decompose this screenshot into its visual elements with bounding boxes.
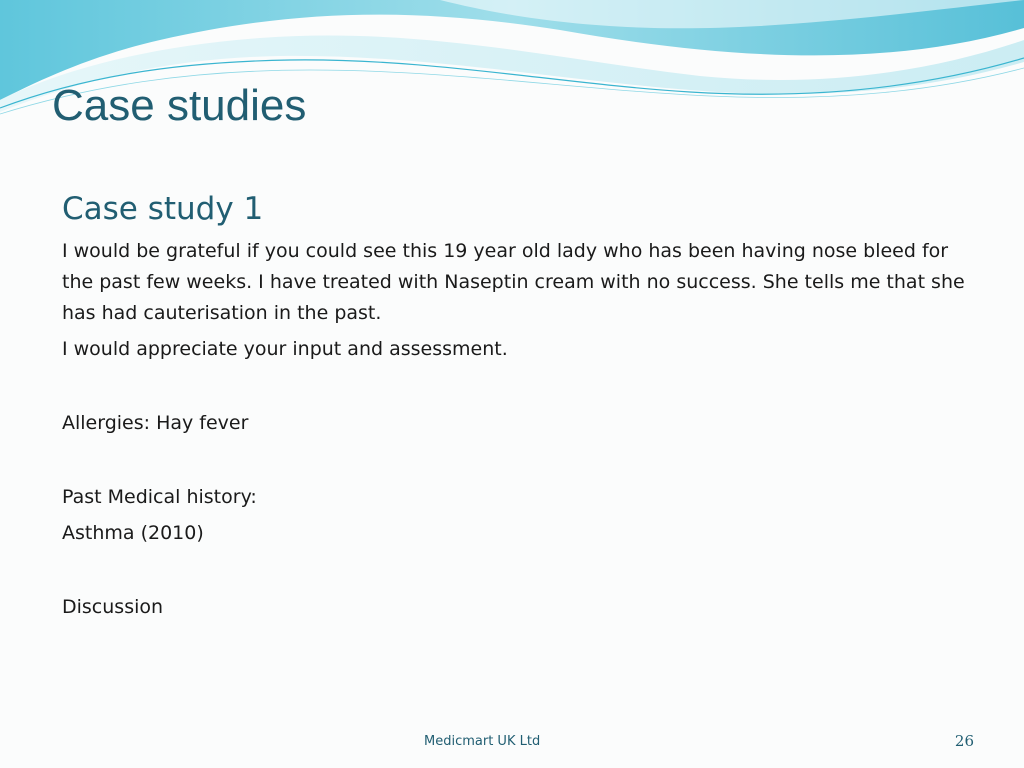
request-paragraph: I would appreciate your input and assessment. xyxy=(62,338,508,360)
page-number: 26 xyxy=(954,732,974,750)
referral-paragraph: I would be grateful if you could see this 19 year old lady who has been having nose bleed for the past few weeks. I have treated with Naseptin cream with no success. She tells me that she has had cauterisation in the past. xyxy=(62,240,965,324)
discussion-line: Discussion xyxy=(62,596,164,618)
medical-history-item: Asthma (2010) xyxy=(62,522,204,544)
allergies-line: Allergies: Hay fever xyxy=(62,412,249,434)
slide-title: Case studies xyxy=(52,81,307,130)
medical-history-heading: Past Medical history: xyxy=(62,486,257,508)
slide-content xyxy=(62,187,972,623)
footer-company: Medicmart UK Ltd xyxy=(424,734,541,749)
case-study-heading: Case study 1 xyxy=(62,191,264,227)
